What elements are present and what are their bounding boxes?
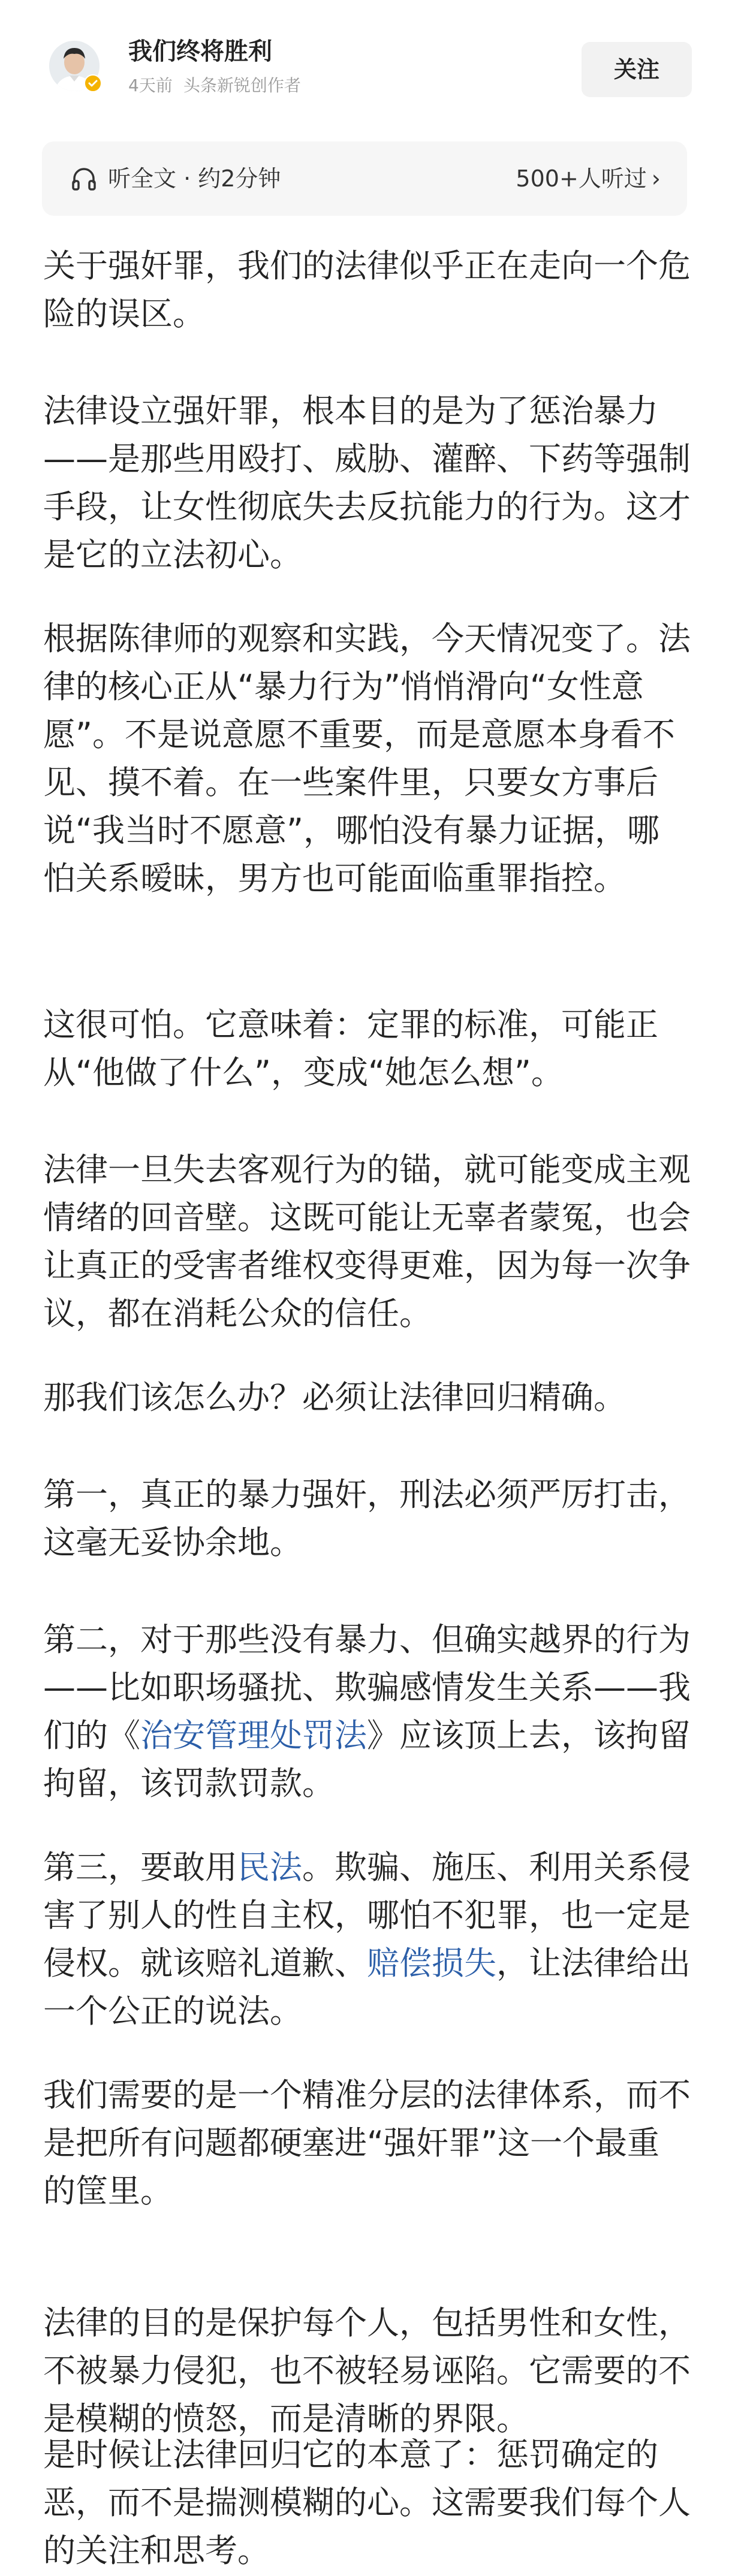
paragraph-8 [43,1616,691,1808]
paragraph-3: 根据陈律师的观察和实践，今天情况变了。法律的核心正从“暴力行为”悄悄滑向“女性意愿”。不是说意愿不重要，而是意愿本身看不见、摸不着。在一些案件里，只要女方事后说“我当时不愿意”，哪怕没有暴力证据，哪怕关系暧昧，男方也可能面临重罪指控。 [43,620,691,897]
listen-label: 听全文 · 约2分钟 [108,165,281,192]
listen-full-text-bar[interactable] [42,141,687,216]
listen-count-text: 500+人听过 [516,165,647,192]
author-name[interactable]: 我们终将胜利 [128,38,272,65]
paragraph-4: 这很可怕。它意味着：定罪的标准，可能正从“他做了什么”，变成“她怎么想”。 [43,1006,658,1091]
follow-button[interactable]: 关注 [582,42,692,97]
post-meta [128,76,301,96]
paragraph-9-text-b: 。欺骗、施压、利用关系侵害了别人的性自主权，哪怕不犯罪，也一定是侵权。就该赔礼道歉、 [43,1848,691,1982]
verified-badge-icon [84,74,102,92]
paragraph-10: 我们需要的是一个精准分层的法律体系，而不是把所有问题都硬塞进“强奸罪”这一个最重的筐里。 [43,2076,691,2210]
chevron-right-icon: › [651,165,661,192]
paragraph-7: 第一，真正的暴力强奸，刑法必须严厉打击，这毫无妥协余地。 [43,1476,691,1561]
paragraph-11: 法律的目的是保护每个人，包括男性和女性，不被暴力侵犯，也不被轻易诬陷。它需要的不是模糊的愤怒，而是清晰的界限。 [43,2304,691,2438]
author-header [0,0,729,132]
post-time: 4天前 [128,76,173,95]
paragraph-9-text-c: ，让法律给出一个公正的说法。 [43,1944,691,2030]
paragraph-6: 那我们该怎么办？必须让法律回归精确。 [43,1379,626,1416]
law-link-compensation[interactable]: 赔偿损失 [367,1944,496,1982]
headphones-icon [71,165,97,192]
paragraph-9 [43,1844,691,2035]
paragraph-2: 法律设立强奸罪，根本目的是为了惩治暴力——是那些用殴打、威胁、灌醉、下药等强制手段，让女性彻底失去反抗能力的行为。这才是它的立法初心。 [43,392,691,574]
paragraph-5: 法律一旦失去客观行为的锚，就可能变成主观情绪的回音壁。这既可能让无辜者蒙冤，也会让真正的受害者维权变得更难，因为每一次争议，都在消耗公众的信任。 [43,1151,691,1332]
paragraph-12: 是时候让法律回归它的本意了：惩罚确定的恶，而不是揣测模糊的心。这需要我们每个人的关注和思考。 [43,2436,691,2569]
author-tag: 头条新锐创作者 [183,76,301,95]
paragraph-8-text-a: 第二，对于那些没有暴力、但确实越界的行为——比如职场骚扰、欺骗感情发生关系——我们的《 [43,1621,691,1754]
paragraph-8-text-b: 》应该顶上去，该拘留拘留，该罚款罚款。 [43,1717,691,1802]
paragraph-9-text-a: 第三，要敢用 [43,1848,237,1886]
law-link-civil-law[interactable]: 民法 [237,1848,302,1886]
law-link-public-security[interactable]: 治安管理处罚法 [140,1717,367,1754]
listen-count[interactable] [516,141,661,216]
paragraph-1: 关于强奸罪，我们的法律似乎正在走向一个危险的误区。 [43,247,691,333]
